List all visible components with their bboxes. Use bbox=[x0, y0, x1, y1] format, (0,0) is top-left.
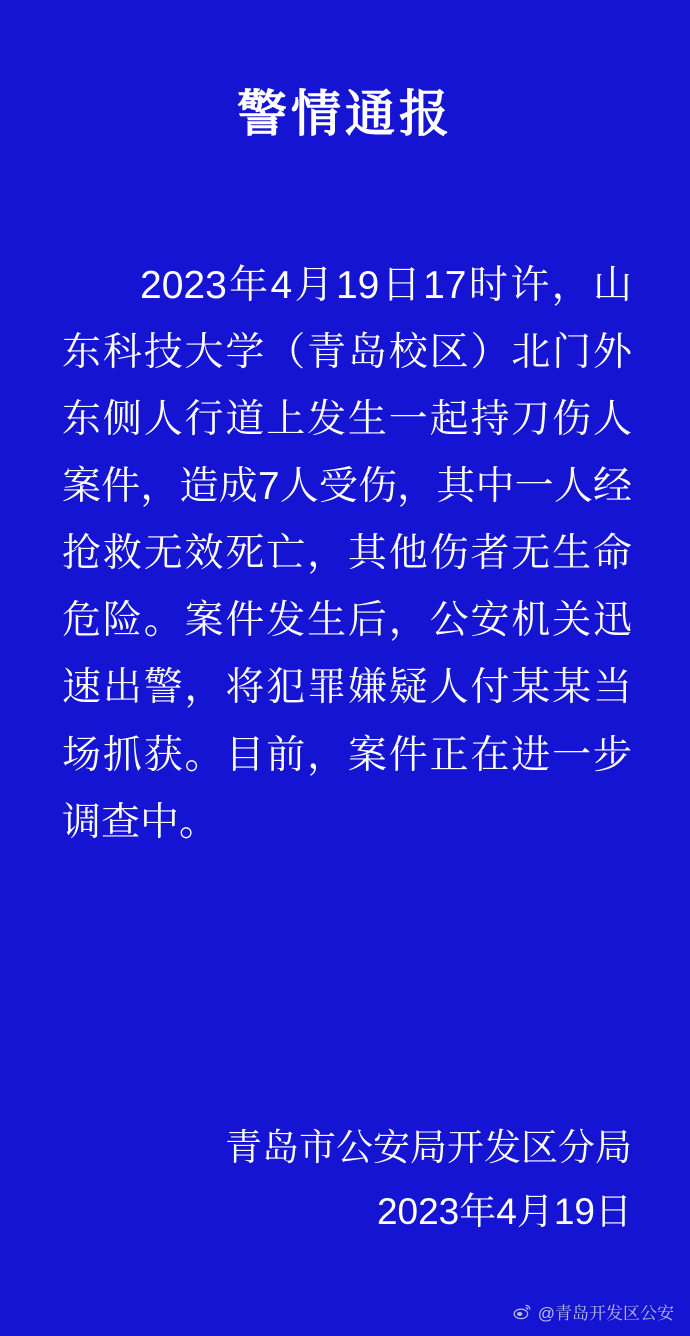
watermark-account: @青岛开发区公安 bbox=[537, 1304, 674, 1323]
weibo-icon bbox=[513, 1302, 532, 1321]
signature-organization: 青岛市公安局开发区分局 bbox=[225, 1127, 632, 1168]
page-title: 警情通报 bbox=[237, 86, 453, 142]
watermark bbox=[513, 1299, 674, 1324]
signature-date: 2023年4月19日 bbox=[376, 1191, 632, 1232]
notice-body-text: 2023年4月19日17时许，山东科技大学（青岛校区）北门外东侧人行道上发生一起持刀伤人案件，造成7人受伤，其中一人经抢救无效死亡，其他伤者无生命危险。案件发生后，公安机关迅速出警，将犯罪嫌疑人付某某当场抓获。目前，案件正在进一步调查中。 bbox=[62, 264, 632, 844]
